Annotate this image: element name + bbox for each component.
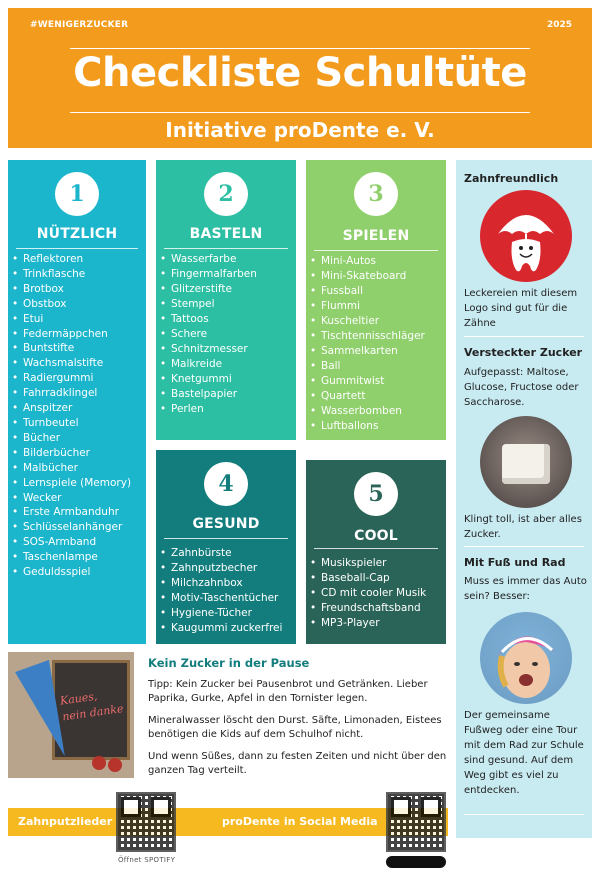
list-item: • Mini-Skateboard	[310, 269, 425, 284]
zucker-title: Versteckter Zucker	[464, 346, 583, 359]
zucker-text-2: Klingt toll, ist aber alles Zucker.	[464, 514, 582, 540]
header-rule-bottom	[70, 112, 530, 113]
list-item: • Tattoos	[160, 312, 257, 327]
list-item: • Wachsmalstifte	[12, 356, 131, 371]
pause-tip-section	[148, 656, 448, 786]
category-number: 4	[204, 462, 248, 506]
rad-text-2: Der gemeinsame Fußweg oder eine Tour mit dem Rad zur Schule sind gesund. Auf dem Weg gibt es viel zu entdecken.	[464, 710, 584, 796]
list-item: • Obstbox	[12, 297, 131, 312]
list-item: • Wecker	[12, 491, 131, 506]
list-item: • Bilderbücher	[12, 446, 131, 461]
list-item: • Tischtennisschläger	[310, 329, 425, 344]
category-title: COOL	[354, 528, 398, 544]
social-media-label: proDente in Social Media	[222, 815, 378, 828]
list-item: • Bücher	[12, 431, 131, 446]
list-item: • Fahrradklingel	[12, 386, 131, 401]
zahnmaennchen-logo-icon	[480, 190, 572, 282]
list-item: • Malkreide	[160, 357, 257, 372]
tip-heading: Kein Zucker in der Pause	[148, 656, 310, 670]
category-title: NÜTZLICH	[36, 226, 118, 242]
list-item: • Buntstifte	[12, 341, 131, 356]
list-item: • Turnbeutel	[12, 416, 131, 431]
hashtag: #WENIGERZUCKER	[30, 20, 129, 30]
category-divider	[314, 250, 438, 251]
category-number: 1	[55, 172, 99, 216]
list-item: • Kaugummi zuckerfrei	[160, 621, 282, 636]
info-sidebar	[456, 160, 592, 838]
list-item: • Gummitwist	[310, 374, 425, 389]
sidebar-divider	[464, 814, 584, 815]
category-number: 2	[204, 172, 248, 216]
sidebar-divider	[464, 336, 584, 337]
list-item: • Luftballons	[310, 419, 425, 434]
list-item: • Erste Armbanduhr	[12, 505, 131, 520]
list-item: • Mini-Autos	[310, 254, 425, 269]
page-title: Checkliste Schultüte	[73, 50, 527, 96]
child-with-helmet-image	[480, 612, 572, 704]
category-number: 3	[354, 172, 398, 216]
list-item: • Quartett	[310, 389, 425, 404]
list-item: • Schnitzmesser	[160, 342, 257, 357]
qr-caption: Öffnet SPOTIFY	[118, 856, 176, 864]
list-item: • Hygiene-Tücher	[160, 606, 282, 621]
category-divider	[164, 538, 288, 539]
apple-icon	[108, 758, 122, 772]
list-item: • Stempel	[160, 297, 257, 312]
list-item: • Lernspiele (Memory)	[12, 476, 131, 491]
list-item: • Freundschaftsband	[310, 601, 426, 616]
rad-title: Mit Fuß und Rad	[464, 556, 566, 569]
category-card-gesund	[156, 450, 296, 644]
list-item: • Fingermalfarben	[160, 267, 257, 282]
category-number: 5	[354, 472, 398, 516]
rad-text: Muss es immer das Auto sein? Besser:	[464, 576, 587, 602]
chalkboard-line-2: nein danke	[61, 702, 125, 724]
spotify-qr-code-icon[interactable]	[116, 792, 176, 852]
list-item: • Motiv-Taschentücher	[160, 591, 282, 606]
list-item: • SOS-Armband	[12, 535, 131, 550]
list-item: • Brotbox	[12, 282, 131, 297]
item-list	[310, 254, 425, 434]
list-item: • Schlüsselanhänger	[12, 520, 131, 535]
sugar-cube-image	[480, 416, 572, 508]
category-title: BASTELN	[189, 226, 263, 242]
list-item: • Trinkflasche	[12, 267, 131, 282]
list-item: • Wasserfarbe	[160, 252, 257, 267]
list-item: • Zahnbürste	[160, 546, 282, 561]
chalkboard-line-1: Kaues,	[59, 689, 99, 708]
category-card-basteln	[156, 160, 296, 440]
zucker-text: Aufgepasst: Maltose, Glucose, Fructose oder Saccharose.	[464, 367, 579, 408]
item-list	[160, 546, 282, 636]
list-item: • Baseball-Cap	[310, 571, 426, 586]
list-item: • Sammelkarten	[310, 344, 425, 359]
zahnfreundlich-title: Zahnfreundlich	[464, 172, 559, 185]
list-item: • Geduldsspiel	[12, 565, 131, 580]
list-item: • Taschenlampe	[12, 550, 131, 565]
tip-paragraph-2: Mineralwasser löscht den Durst. Säfte, Limonaden, Eistees benötigen die Kids auf dem Schulhof nicht.	[148, 715, 442, 740]
list-item: • Etui	[12, 312, 131, 327]
list-item: • Anspitzer	[12, 401, 131, 416]
social-badge-icon	[386, 856, 446, 868]
social-media-qr-code-icon[interactable]	[386, 792, 446, 852]
item-list	[160, 252, 257, 417]
category-card-cool	[306, 460, 446, 644]
bottom-bar	[8, 808, 448, 836]
header-rule-top	[70, 48, 530, 49]
list-item: • MP3-Player	[310, 616, 426, 631]
list-item: • Radiergummi	[12, 371, 131, 386]
sidebar-divider	[464, 546, 584, 547]
page-subtitle: Initiative proDente e. V.	[165, 118, 435, 142]
zahnfreundlich-text: Leckereien mit diesem Logo sind gut für die Zähne	[464, 288, 578, 329]
year: 2025	[546, 20, 572, 30]
list-item: • Zahnputzbecher	[160, 561, 282, 576]
category-title: GESUND	[192, 516, 260, 532]
list-item: • Wasserbomben	[310, 404, 425, 419]
category-divider	[16, 248, 138, 249]
list-item: • Glitzerstifte	[160, 282, 257, 297]
category-divider	[314, 548, 438, 549]
list-item: • Malbücher	[12, 461, 131, 476]
header-banner	[8, 8, 592, 148]
list-item: • Bastelpapier	[160, 387, 257, 402]
list-item: • Ball	[310, 359, 425, 374]
list-item: • Perlen	[160, 402, 257, 417]
category-card-nuetzlich	[8, 160, 146, 644]
list-item: • Milchzahnbox	[160, 576, 282, 591]
item-list	[12, 252, 131, 580]
list-item: • Knetgummi	[160, 372, 257, 387]
apple-icon	[92, 756, 106, 770]
tip-paragraph-1: Tipp: Kein Zucker bei Pausenbrot und Getränken. Lieber Paprika, Gurke, Apfel in den Tornister legen.	[148, 679, 428, 704]
tip-paragraph-3: Und wenn Süßes, dann zu festen Zeiten und nicht über den ganzen Tag verteilt.	[148, 751, 447, 776]
category-divider	[164, 248, 288, 249]
list-item: • CD mit cooler Musik	[310, 586, 426, 601]
schultuete-photo	[8, 652, 134, 778]
list-item: • Reflektoren	[12, 252, 131, 267]
category-card-spielen	[306, 160, 446, 440]
list-item: • Flummi	[310, 299, 425, 314]
item-list	[310, 556, 426, 631]
sugar-cube-icon	[502, 444, 550, 484]
list-item: • Musikspieler	[310, 556, 426, 571]
category-title: SPIELEN	[342, 228, 410, 244]
list-item: • Federmäppchen	[12, 327, 131, 342]
list-item: • Schere	[160, 327, 257, 342]
zahnputzlieder-label: Zahnputzlieder	[18, 815, 113, 828]
list-item: • Fussball	[310, 284, 425, 299]
list-item: • Kuscheltier	[310, 314, 425, 329]
